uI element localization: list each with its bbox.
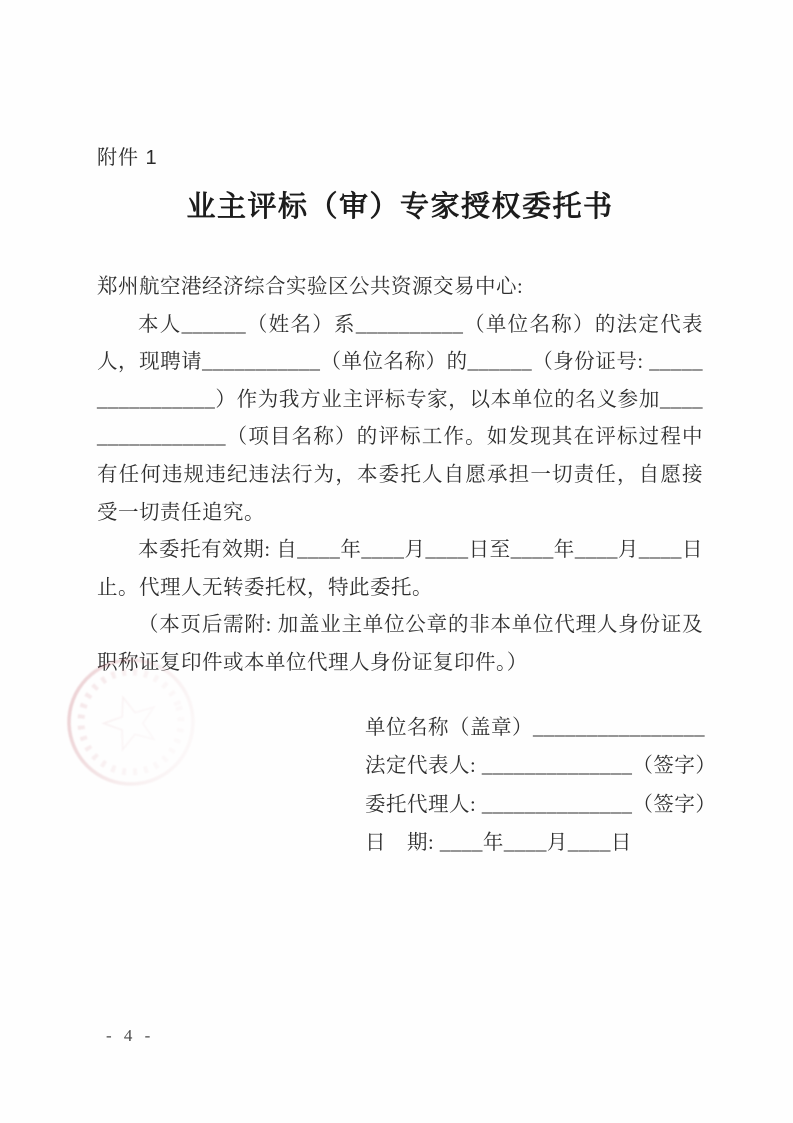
paragraph-attachment-note: （本页后需附: 加盖业主单位公章的非本单位代理人身份证及职称证复印件或本单位代理人身份证复印件。） <box>97 614 703 674</box>
signature-block <box>365 709 717 863</box>
paragraph-commission: 本人______（姓名）系__________（单位名称）的法定代表人，现聘请___________（单位名称）的______（身份证号: ________________）作为我方业主评标专家，以本单位的名义参加________________（项目名称）的评标工作。如发现其在评标过程中有任何违规违纪违法行为，本委托人自愿承担一切责任，自愿接受一切责任追究。 <box>97 313 703 524</box>
signature-date-line: 日 期: ____年____月____日 <box>365 832 632 855</box>
signature-unit-name-line: 单位名称（盖章）________________ <box>365 716 705 739</box>
attachment-label: 附件 1 <box>97 147 158 169</box>
signature-legal-representative-line: 法定代表人: ______________（签字） <box>365 755 717 778</box>
signature-authorized-agent-line: 委托代理人: ______________（签字） <box>365 793 717 816</box>
document-title: 业主评标（审）专家授权委托书 <box>186 191 614 223</box>
page-number: - 4 - <box>106 1026 155 1045</box>
document-content <box>97 141 717 863</box>
paragraph-validity: 本委托有效期: 自____年____月____日至____年____月____日止。代理人无转委托权，特此委托。 <box>97 539 703 599</box>
salutation-line: 郑州航空港经济综合实验区公共资源交易中心: <box>97 276 524 298</box>
